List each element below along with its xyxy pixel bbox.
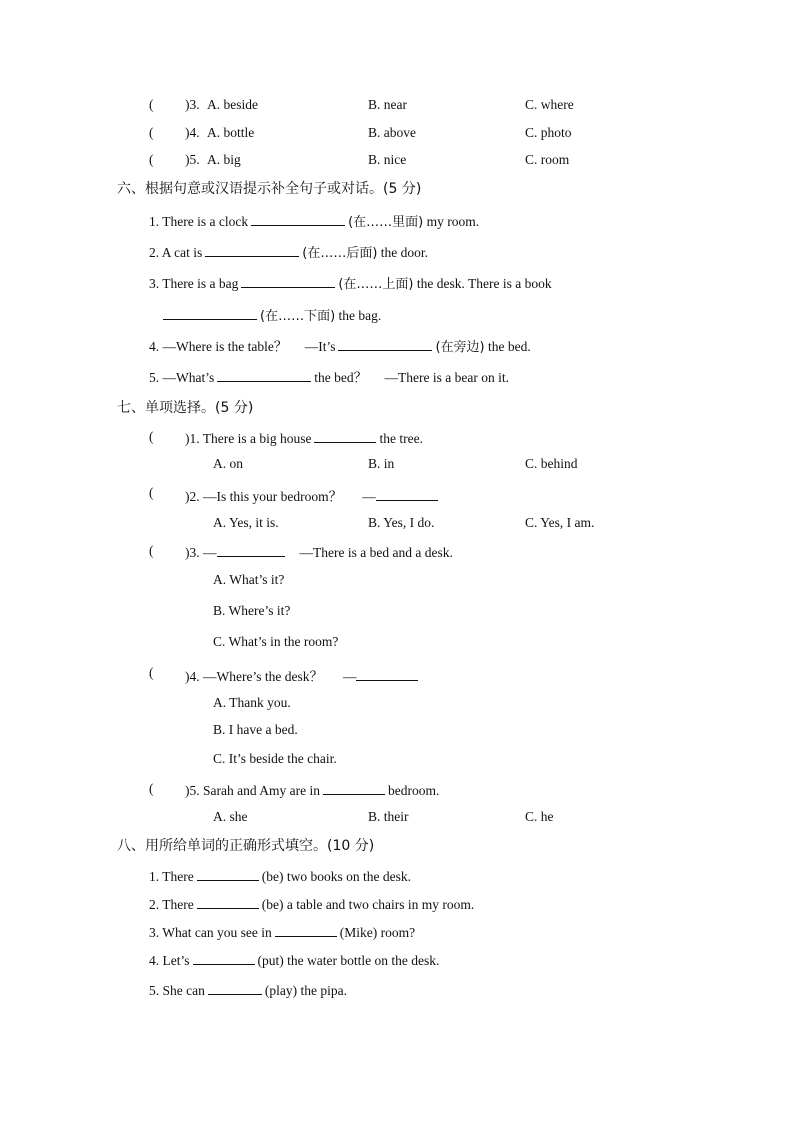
option-c: C. room: [525, 152, 570, 167]
option-c: C. It’s beside the chair.: [213, 751, 337, 766]
answer-paren: (: [149, 97, 154, 112]
option-c: C. he: [525, 809, 554, 824]
answer-blank[interactable]: [163, 306, 257, 320]
option-c: C. where: [525, 97, 574, 112]
sentence-8-2: [149, 895, 474, 914]
question-number: )3.: [185, 97, 200, 112]
stem-text: bedroom.: [387, 783, 440, 798]
sentence-text: 3. What can you see in: [149, 925, 272, 940]
option-b: B. Where’s it?: [213, 603, 291, 618]
answer-blank[interactable]: [217, 543, 285, 557]
sentence-text: (Mike) room?: [339, 925, 416, 940]
answer-blank[interactable]: [217, 368, 311, 382]
stem-text: )5. Sarah and Amy are in: [185, 783, 320, 798]
sentence-text: 5. She can: [149, 983, 205, 998]
sentence-text: 1. There is a clock: [149, 214, 249, 229]
sentence-6-3: [149, 274, 552, 294]
sentence-text: 2. There: [149, 897, 194, 912]
stem-text: the tree.: [379, 431, 423, 446]
sentence-8-4: [149, 951, 439, 970]
chinese-hint: (在旁边): [435, 340, 485, 355]
stem-text: )2. —Is this your bedroom？: [185, 489, 343, 504]
sentence-6-3-continued: [163, 306, 381, 326]
stem-text: —: [342, 669, 357, 684]
sentence-8-5: [149, 981, 347, 1000]
question-number: )5.: [185, 152, 200, 167]
answer-blank[interactable]: [205, 243, 299, 257]
sentence-8-1: [149, 867, 411, 886]
option-a: A. Yes, it is.: [213, 515, 279, 530]
answer-blank[interactable]: [323, 781, 385, 795]
section-6-title: 六、根据句意或汉语提示补全句子或对话。(5 分): [117, 181, 422, 197]
sentence-text: —It’s: [304, 339, 336, 354]
option-c: C. photo: [525, 125, 572, 140]
stem-text: —: [362, 489, 376, 504]
sentence-text: the bed？: [314, 370, 368, 385]
question-stem: [185, 781, 439, 799]
sentence-text: 4. —Where is the table？: [149, 339, 288, 354]
sentence-text: the door.: [380, 245, 429, 260]
answer-paren: (: [149, 485, 154, 500]
sentence-text: (be) a table and two chairs in my room.: [261, 897, 475, 912]
sentence-6-1: [149, 212, 479, 232]
answer-paren: (: [149, 152, 154, 167]
answer-blank[interactable]: [197, 895, 259, 909]
sentence-6-2: [149, 243, 428, 263]
option-b: B. near: [368, 97, 407, 112]
question-stem: [185, 429, 423, 447]
option-a: A. What’s it?: [213, 572, 285, 587]
chinese-hint: (在……下面): [260, 309, 336, 324]
sentence-6-4: [149, 337, 531, 357]
sentence-text: 5. —What’s: [149, 370, 215, 385]
stem-text: —There is a bed and a desk.: [299, 545, 453, 560]
answer-blank[interactable]: [208, 981, 262, 995]
option-a: A. big: [207, 152, 241, 167]
chinese-hint: (在……后面): [302, 246, 378, 261]
answer-paren: (: [149, 781, 154, 796]
answer-blank[interactable]: [376, 487, 438, 501]
sentence-text: 4. Let’s: [149, 953, 190, 968]
answer-blank[interactable]: [197, 867, 259, 881]
answer-paren: (: [149, 125, 154, 140]
sentence-text: (play) the pipa.: [264, 983, 347, 998]
option-c: C. behind: [525, 456, 578, 471]
section-8-title: 八、用所给单词的正确形式填空。(10 分): [117, 838, 375, 854]
sentence-text: the bag.: [338, 308, 382, 323]
option-b: B. I have a bed.: [213, 722, 298, 737]
option-b: B. Yes, I do.: [368, 515, 435, 530]
option-a: A. beside: [207, 97, 258, 112]
answer-blank[interactable]: [356, 667, 418, 681]
sentence-text: (be) two books on the desk.: [261, 869, 411, 884]
answer-paren: (: [149, 665, 154, 680]
sentence-text: my room.: [426, 214, 480, 229]
answer-paren: (: [149, 429, 154, 444]
stem-text: )3. —: [185, 545, 217, 560]
sentence-8-3: [149, 923, 415, 942]
answer-blank[interactable]: [275, 923, 337, 937]
option-a: A. on: [213, 456, 243, 471]
question-stem: [185, 543, 453, 561]
section-7-title: 七、单项选择。(5 分): [117, 400, 254, 416]
option-a: A. bottle: [207, 125, 255, 140]
sentence-text: the desk. There is a book: [416, 276, 552, 291]
sentence-6-5: [149, 368, 509, 387]
answer-paren: (: [149, 543, 154, 558]
option-b: B. their: [368, 809, 409, 824]
option-a: A. Thank you.: [213, 695, 291, 710]
option-b: B. above: [368, 125, 416, 140]
sentence-text: (put) the water bottle on the desk.: [257, 953, 440, 968]
option-c: C. What’s in the room?: [213, 634, 339, 649]
option-c: C. Yes, I am.: [525, 515, 595, 530]
sentence-text: 2. A cat is: [149, 245, 203, 260]
option-b: B. nice: [368, 152, 407, 167]
sentence-text: 1. There: [149, 869, 194, 884]
question-stem: [185, 485, 441, 505]
sentence-text: 3. There is a bag: [149, 276, 239, 291]
sentence-text: the bed.: [488, 339, 531, 354]
answer-blank[interactable]: [251, 212, 345, 226]
stem-text: )1. There is a big house: [185, 431, 312, 446]
chinese-hint: (在……里面): [348, 215, 424, 230]
sentence-text: —There is a bear on it.: [384, 370, 509, 385]
answer-blank[interactable]: [193, 951, 255, 965]
question-number: )4.: [185, 125, 200, 140]
option-b: B. in: [368, 456, 395, 471]
answer-blank[interactable]: [338, 337, 432, 351]
answer-blank[interactable]: [314, 429, 376, 443]
question-stem: [185, 665, 421, 685]
option-a: A. she: [213, 809, 248, 824]
stem-text: )4. —Where’s the desk？: [185, 669, 323, 684]
chinese-hint: (在……上面): [338, 277, 414, 292]
answer-blank[interactable]: [241, 274, 335, 288]
